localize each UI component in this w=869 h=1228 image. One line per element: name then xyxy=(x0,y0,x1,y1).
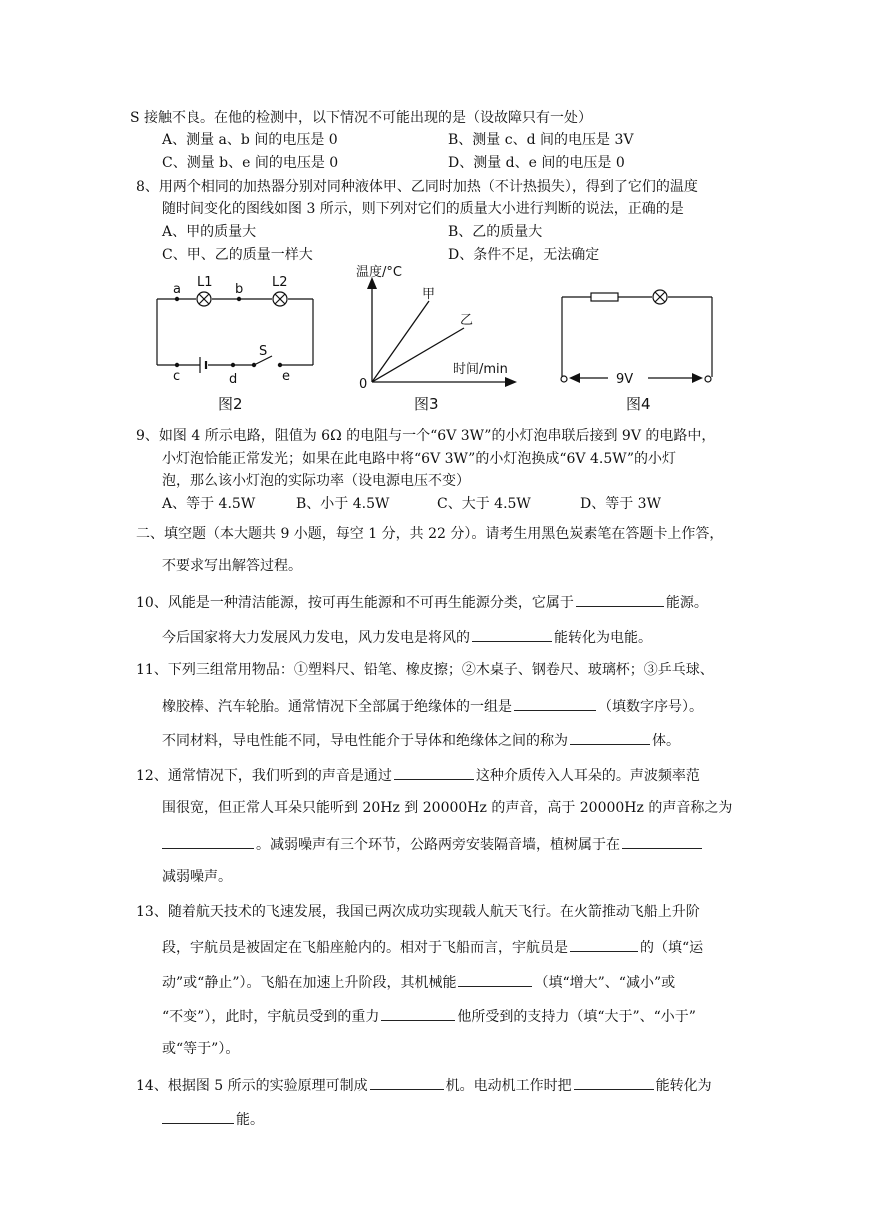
fig2-label-e: e xyxy=(282,369,290,384)
fig2-label-s: S xyxy=(259,344,268,359)
q13-text-b2: 的（填“运 xyxy=(640,940,704,956)
q13-blank-2[interactable] xyxy=(458,972,532,987)
section-2-heading: 二、填空题（本大题共 9 小题，每空 1 分，共 22 分）。请考生用黑色炭素笔在答题卡上作答， xyxy=(136,526,724,542)
q13-line4 xyxy=(162,1006,696,1026)
q11-line3 xyxy=(162,730,680,750)
q7-option-a: A、测量 a、b 间的电压是 0 xyxy=(162,132,338,148)
fig3-ylabel: 温度/°C xyxy=(356,265,402,280)
q11-line1: 11、下列三组常用物品：①塑料尺、铅笔、橡皮擦；②木桌子、钢卷尺、玻璃杯；③乒乓球、 xyxy=(136,662,714,678)
q10-text-b: 能源。 xyxy=(665,595,708,611)
q7-option-d: D、测量 d、e 间的电压是 0 xyxy=(448,155,625,171)
q11-blank-2[interactable] xyxy=(570,730,650,745)
q14-blank-1[interactable] xyxy=(370,1075,444,1090)
q12-line3 xyxy=(162,834,704,854)
q11-text-c1: 不同材料，导电性能不同，导电性能介于导体和绝缘体之间的称为 xyxy=(162,733,568,749)
q14-line2 xyxy=(162,1109,264,1129)
q8-line1: 8、用两个相同的加热器分别对同种液体甲、乙同时加热（不计热损失），得到了它们的温度 xyxy=(136,179,698,195)
q11-line2 xyxy=(162,696,703,716)
q14-text-a2: 机。电动机工作时把 xyxy=(445,1078,572,1094)
fig2-label-d: d xyxy=(229,372,238,387)
q13-text-b1: 段，宇航员是被固定在飞船座舱内的。相对于飞船而言，宇航员是 xyxy=(162,940,568,956)
q12-blank-2[interactable] xyxy=(162,834,254,849)
q14-line1 xyxy=(136,1075,712,1095)
q10-text-a: 10、风能是一种清洁能源，按可再生能源和不可再生能源分类，它属于 xyxy=(136,595,574,611)
q14-text-b2: 能。 xyxy=(236,1112,264,1128)
q12-line1 xyxy=(136,765,700,785)
q14-blank-2[interactable] xyxy=(574,1075,654,1090)
q9-option-c: C、大于 4.5W xyxy=(437,496,531,512)
q10-blank-2[interactable] xyxy=(472,627,552,642)
fig2-label-l2: L2 xyxy=(272,275,288,290)
q8-line2: 随时间变化的图线如图 3 所示，则下列对它们的质量大小进行判断的说法，正确的是 xyxy=(162,201,684,217)
q12-line4: 减弱噪声。 xyxy=(162,869,232,885)
q14-text-a3: 能转化为 xyxy=(655,1078,712,1094)
q10-blank-1[interactable] xyxy=(576,592,664,607)
q13-blank-1[interactable] xyxy=(570,937,638,952)
q11-text-b2: （填数字序号）。 xyxy=(598,699,703,715)
q14-text-a1: 14、根据图 5 所示的实验原理可制成 xyxy=(136,1078,368,1094)
q13-line3 xyxy=(162,972,675,992)
fig3-line-jia: 甲 xyxy=(422,287,436,302)
fig3-line-yi: 乙 xyxy=(460,313,474,328)
q12-blank-1[interactable] xyxy=(394,765,474,780)
fig2-label-c: c xyxy=(173,369,181,384)
q9-line3: 泡，那么该小灯泡的实际功率（设电源电压不变） xyxy=(162,473,470,489)
fig2-label-a: a xyxy=(173,282,181,297)
figure-2-circuit xyxy=(150,268,325,388)
q10-line1 xyxy=(136,592,708,612)
q13-text-c1: 动”或“静止”）。飞船在加速上升阶段，其机械能 xyxy=(162,975,457,991)
q9-line2: 小灯泡恰能正常发光；如果在此电路中将“6V 3W”的小灯泡换成“6V 4.5W”的小灯 xyxy=(162,451,677,467)
figure-4-caption: 图4 xyxy=(626,395,651,413)
q7-option-b: B、测量 c、d 间的电压是 3V xyxy=(448,132,634,148)
q12-line2: 围很宽，但正常人耳朵只能听到 20Hz 到 20000Hz 的声音，高于 20000Hz 的声音称之为 xyxy=(162,800,733,816)
q13-text-c2: （填“增大”、“减小”或 xyxy=(534,975,676,991)
q12-text-a2: 这种介质传入人耳朵的。声波频率范 xyxy=(475,768,700,784)
q7-option-c: C、测量 b、e 间的电压是 0 xyxy=(162,155,339,171)
q10-text-d: 能转化为电能。 xyxy=(554,630,652,646)
q13-text-d2: 他所受到的支持力（填“大于”、“小于” xyxy=(457,1009,696,1025)
q11-text-b1: 橡胶棒、汽车轮胎。通常情况下全部属于绝缘体的一组是 xyxy=(162,699,512,715)
q8-option-c: C、甲、乙的质量一样大 xyxy=(162,247,313,263)
figure-2-caption: 图2 xyxy=(218,395,243,413)
q11-blank-1[interactable] xyxy=(514,696,596,711)
fig2-label-b: b xyxy=(235,282,244,297)
figure-4-circuit xyxy=(550,280,722,388)
fig3-xlabel: 时间/min xyxy=(453,362,508,377)
q9-line1: 9、如图 4 所示电路，阻值为 6Ω 的电阻与一个“6V 3W”的小灯泡串联后接到 9V 的电路中， xyxy=(136,428,716,444)
q10-line2 xyxy=(162,627,652,647)
q12-blank-3[interactable] xyxy=(622,834,702,849)
q8-option-d: D、条件不足，无法确定 xyxy=(448,247,600,263)
q13-blank-3[interactable] xyxy=(381,1006,455,1021)
figure-3-graph xyxy=(350,262,520,390)
q8-option-a: A、甲的质量大 xyxy=(162,224,257,240)
q13-text-d1: “不变”），此时，宇航员受到的重力 xyxy=(162,1009,380,1025)
figure-3-caption: 图3 xyxy=(414,395,439,413)
q8-option-b: B、乙的质量大 xyxy=(448,224,543,240)
q14-blank-3[interactable] xyxy=(162,1109,234,1124)
q13-line1: 13、随着航天技术的飞速发展，我国已两次成功实现载人航天飞行。在火箭推动飞船上升阶 xyxy=(136,904,700,920)
fig2-label-l1: L1 xyxy=(197,275,213,290)
q9-option-a: A、等于 4.5W xyxy=(162,496,256,512)
q9-option-d: D、等于 3W xyxy=(580,496,661,512)
fig4-voltage-label: 9V xyxy=(616,372,634,387)
q7-line1: S 接触不良。在他的检测中，以下情况不可能出现的是（设故障只有一处） xyxy=(130,110,593,126)
q13-line5: 或“等于”）。 xyxy=(162,1041,240,1057)
section-2-instruction: 不要求写出解答过程。 xyxy=(162,558,302,574)
q9-option-b: B、小于 4.5W xyxy=(296,496,390,512)
q13-line2 xyxy=(162,937,703,957)
q10-text-c: 今后国家将大力发展风力发电，风力发电是将风的 xyxy=(162,630,470,646)
q12-text-c2: 。减弱噪声有三个环节，公路两旁安装隔音墙，植树属于在 xyxy=(256,837,620,853)
q12-text-a1: 12、通常情况下，我们听到的声音是通过 xyxy=(136,768,392,784)
q11-text-c2: 体。 xyxy=(652,733,680,749)
fig3-origin: 0 xyxy=(359,377,368,390)
